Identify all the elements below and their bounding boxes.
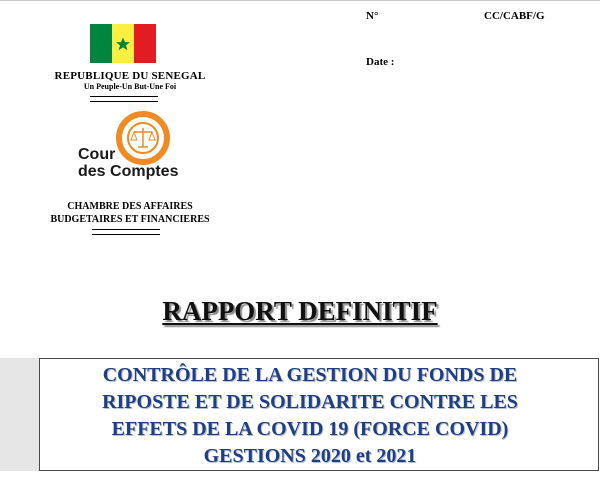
subject-line: EFFETS DE LA COVID 19 (FORCE COVID) xyxy=(111,418,509,440)
country-name: REPUBLIQUE DU SENEGAL xyxy=(54,70,206,82)
senegal-flag-icon xyxy=(90,24,156,63)
chamber-line2: BUDGETAIRES ET FINANCIERES xyxy=(50,214,210,225)
cour-des-comptes-logo xyxy=(78,146,178,180)
top-rule xyxy=(0,0,600,1)
logo-line2: des Comptes xyxy=(78,163,179,180)
subject-line: CONTRÔLE DE LA GESTION DU FONDS DE xyxy=(102,364,518,386)
subject-line: RIPOSTE ET DE SOLIDARITE CONTRE LES xyxy=(102,391,518,413)
report-title: RAPPORT DEFINITIF xyxy=(162,296,438,326)
divider xyxy=(92,229,160,235)
national-motto: Un Peuple-Un But-Une Foi xyxy=(83,82,177,91)
reference-code: CC/CABF/G xyxy=(484,10,545,22)
report-subject xyxy=(40,362,580,470)
divider xyxy=(90,96,158,102)
date-label: Date : xyxy=(366,56,395,68)
logo-line1: Cour xyxy=(78,146,116,163)
chamber-line1: CHAMBRE DES AFFAIRES xyxy=(67,201,193,212)
subject-line: GESTIONS 2020 et 2021 xyxy=(203,445,417,467)
reference-number-label: N° xyxy=(366,10,379,22)
subject-shadow xyxy=(0,358,39,471)
chamber-name xyxy=(30,200,230,226)
